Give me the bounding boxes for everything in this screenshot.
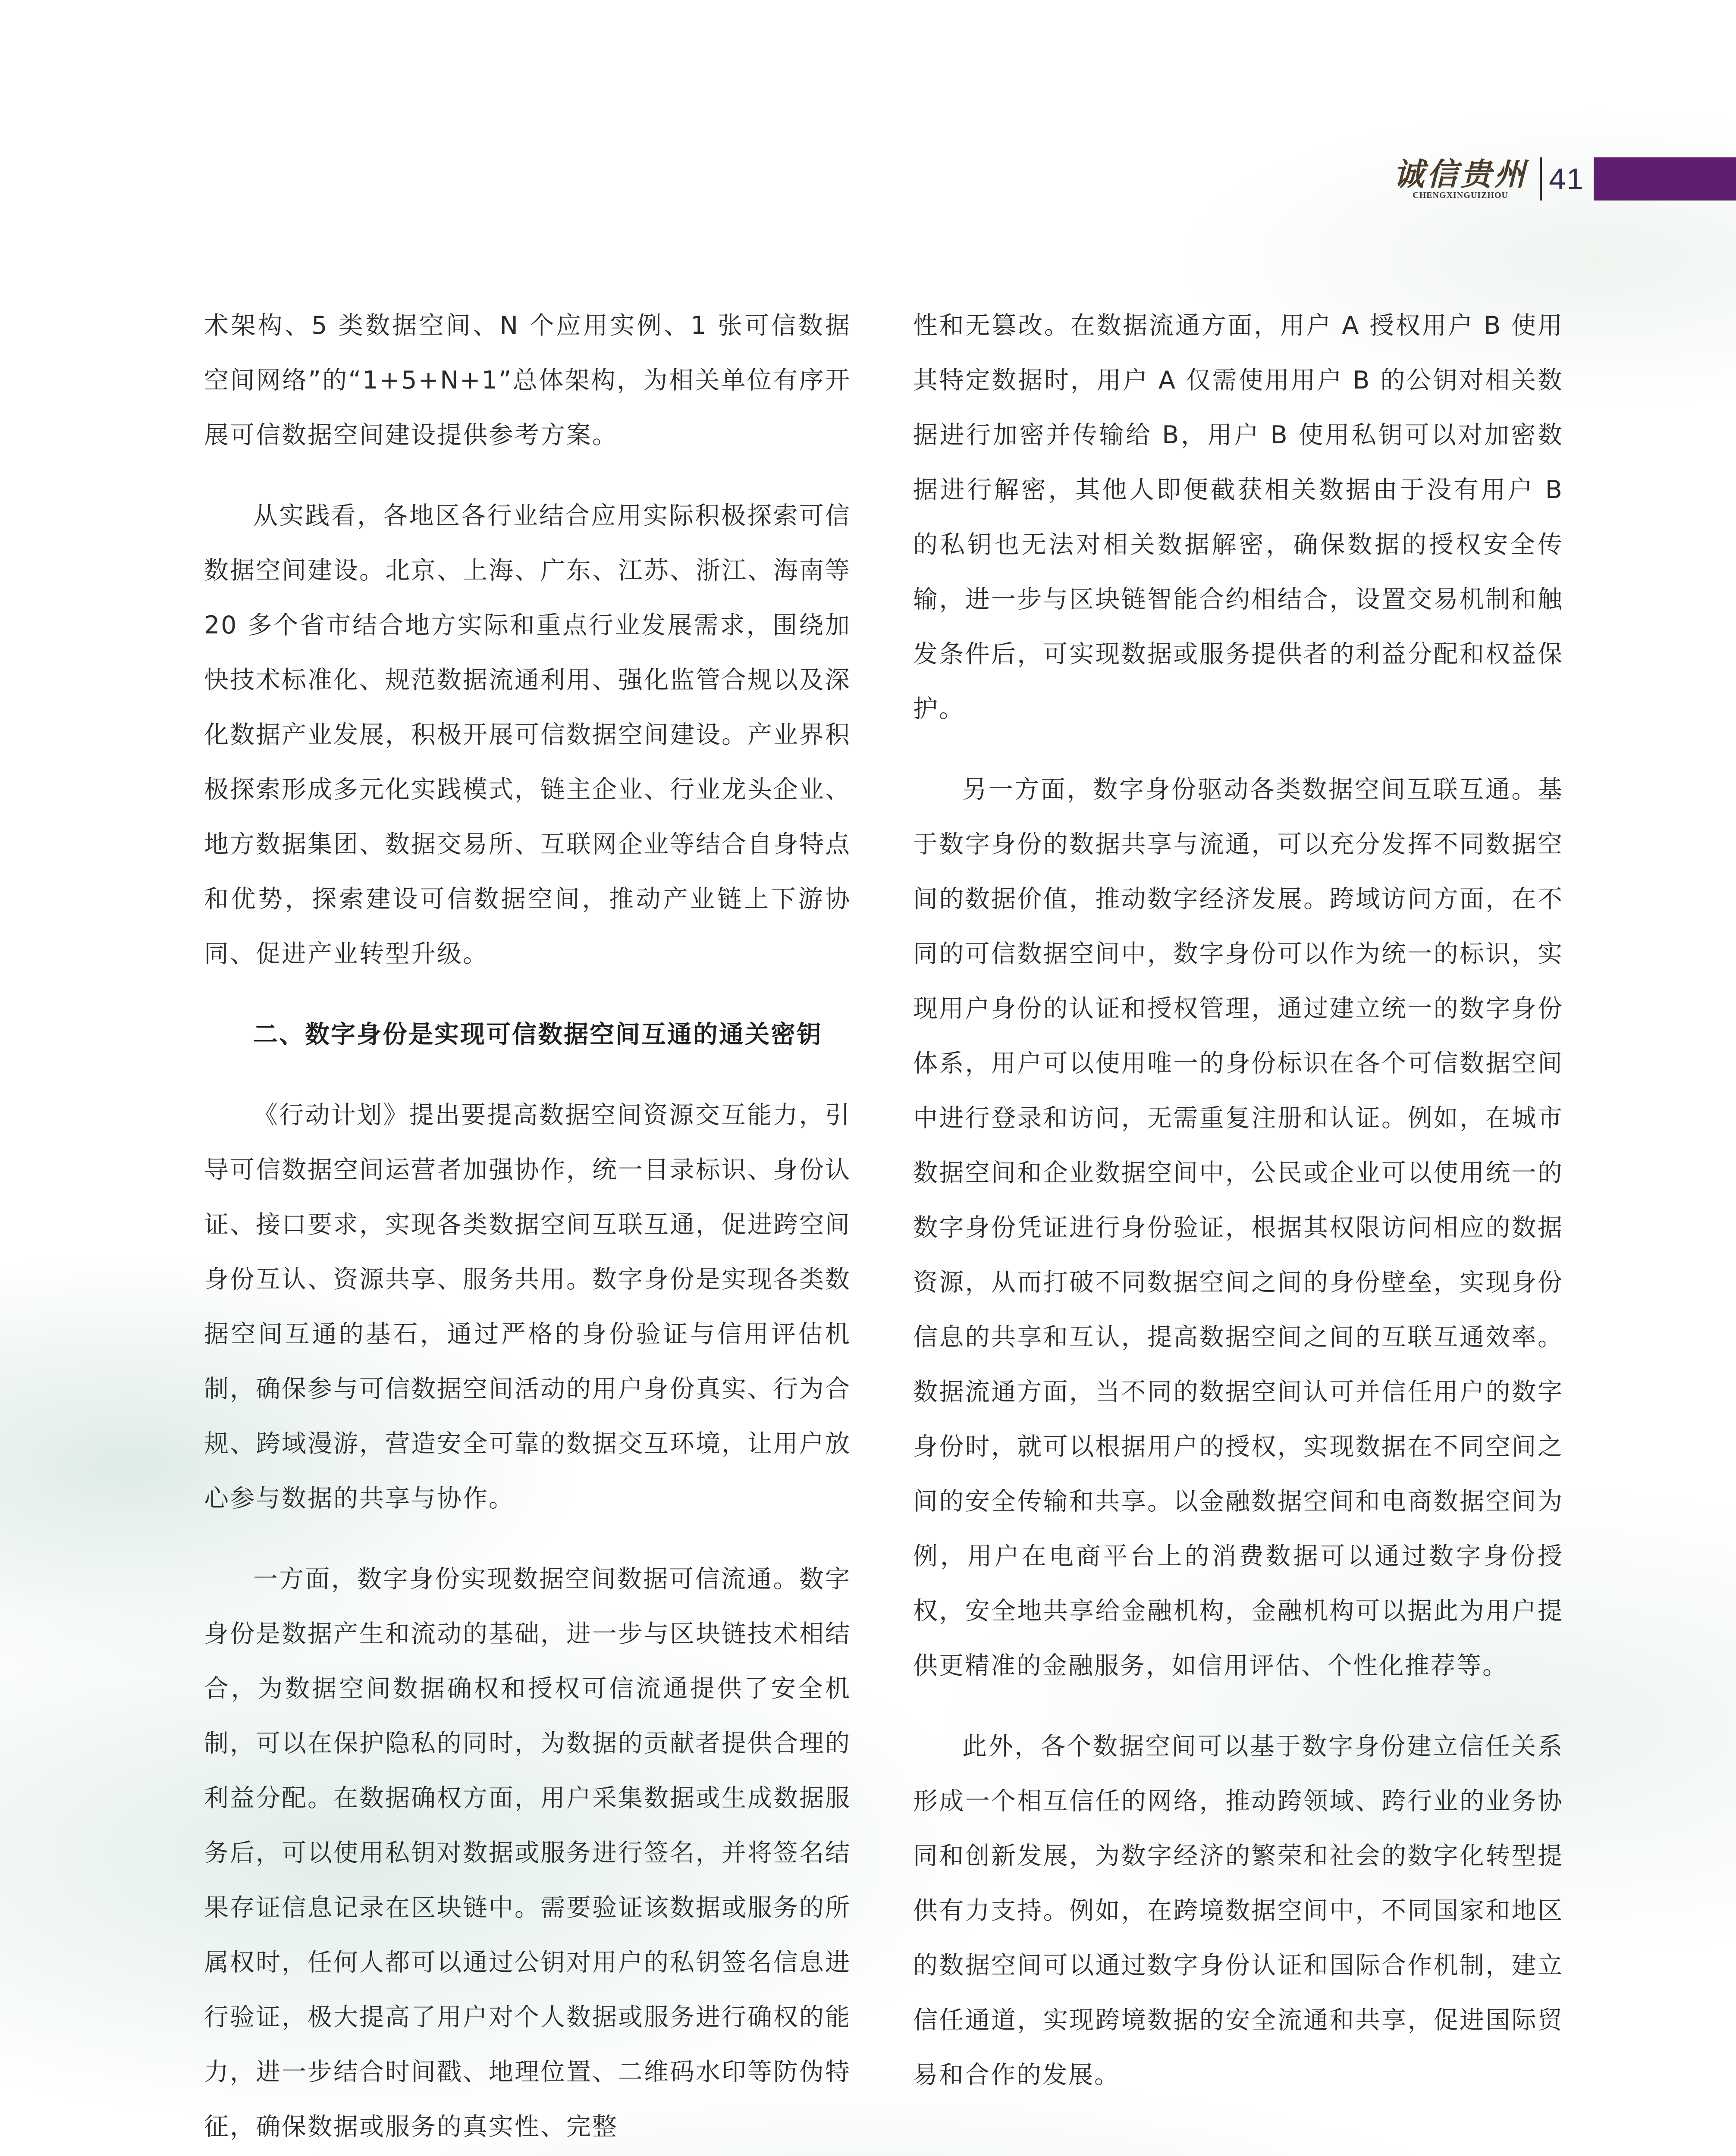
page-header <box>1393 155 1736 203</box>
left-column <box>204 298 851 2154</box>
paragraph: 性和无篡改。在数据流通方面，用户 A 授权用户 B 使用其特定数据时，用户 A 仅需使用用户 B 的公钥对相关数据进行加密并传输给 B，用户 B 使用私钥可以对加密数据进行解密，其他人即便截获相关数据由于没有用户 B 的私钥也无法对相关数据解密，确保数据的授权安全传输，进一步与区块链智能合约相结合，设置交易机制和触发条件后，可实现数据或服务提供者的利益分配和权益保护。 <box>913 311 1563 723</box>
brand-name-en: CHENGXINGUIZHOU <box>1413 191 1508 200</box>
page-number: 41 <box>1549 162 1584 196</box>
paragraph: 从实践看，各地区各行业结合应用实际积极探索可信数据空间建设。北京、上海、广东、江苏、浙江、海南等 20 多个省市结合地方实际和重点行业发展需求，围绕加快技术标准化、规范数据流通利用、强化监管合规以及深化数据产业发展，积极开展可信数据空间建设。产业界积极探索形成多元化实践模式，链主企业、行业龙头企业、地方数据集团、数据交易所、互联网企业等结合自身特点和优势，探索建设可信数据空间，推动产业链上下游协同、促进产业转型升级。 <box>204 501 851 968</box>
brand-logo <box>1393 158 1528 200</box>
paragraph: 术架构、5 类数据空间、N 个应用实例、1 张可信数据空间网络”的“1+5+N+1”总体架构，为相关单位有序开展可信数据空间建设提供参考方案。 <box>204 311 851 449</box>
right-column <box>913 298 1563 2103</box>
paragraph: 另一方面，数字身份驱动各类数据空间互联互通。基于数字身份的数据共享与流通，可以充分发挥不同数据空间的数据价值，推动数字经济发展。跨域访问方面，在不同的可信数据空间中，数字身份可以作为统一的标识，实现用户身份的认证和授权管理，通过建立统一的数字身份体系，用户可以使用唯一的身份标识在各个可信数据空间中进行登录和访问，无需重复注册和认证。例如，在城市数据空间和企业数据空间中，公民或企业可以使用统一的数字身份凭证进行身份验证，根据其权限访问相应的数据资源，从而打破不同数据空间之间的身份壁垒，实现身份信息的共享和互认，提高数据空间之间的互联互通效率。数据流通方面，当不同的数据空间认可并信任用户的数字身份时，就可以根据用户的授权，实现数据在不同空间之间的安全传输和共享。以金融数据空间和电商数据空间为例，用户在电商平台上的消费数据可以通过数字身份授权，安全地共享给金融机构，金融机构可以据此为用户提供更精准的金融服务，如信用评估、个性化推荐等。 <box>913 775 1563 1680</box>
paragraph: 《行动计划》提出要提高数据空间资源交互能力，引导可信数据空间运营者加强协作，统一目录标识、身份认证、接口要求，实现各类数据空间互联互通，促进跨空间身份互认、资源共享、服务共用。数字身份是实现各类数据空间互通的基石，通过严格的身份验证与信用评估机制，确保参与可信数据空间活动的用户身份真实、行为合规、跨域漫游，营造安全可靠的数据交互环境，让用户放心参与数据的共享与协作。 <box>204 1101 851 1513</box>
header-accent-bar <box>1594 157 1736 201</box>
header-divider <box>1540 157 1542 201</box>
paragraph: 此外，各个数据空间可以基于数字身份建立信任关系形成一个相互信任的网络，推动跨领域、跨行业的业务协同和创新发展，为数字经济的繁荣和社会的数字化转型提供有力支持。例如，在跨境数据空间中，不同国家和地区的数据空间可以通过数字身份认证和国际合作机制，建立信任通道，实现跨境数据的安全流通和共享，促进国际贸易和合作的发展。 <box>913 1732 1563 2089</box>
section-heading: 二、数字身份是实现可信数据空间互通的通关密钥 <box>253 1020 822 1049</box>
paragraph: 一方面，数字身份实现数据空间数据可信流通。数字身份是数据产生和流动的基础，进一步与区块链技术相结合，为数据空间数据确权和授权可信流通提供了安全机制，可以在保护隐私的同时，为数据的贡献者提供合理的利益分配。在数据确权方面，用户采集数据或生成数据服务后，可以使用私钥对数据或服务进行签名，并将签名结果存证信息记录在区块链中。需要验证该数据或服务的所属权时，任何人都可以通过公钥对用户的私钥签名信息进行验证，极大提高了用户对个人数据或服务进行确权的能力，进一步结合时间戳、地理位置、二维码水印等防伪特征，确保数据或服务的真实性、完整 <box>204 1565 851 2141</box>
brand-name-cn: 诚信贵州 <box>1393 156 1528 192</box>
